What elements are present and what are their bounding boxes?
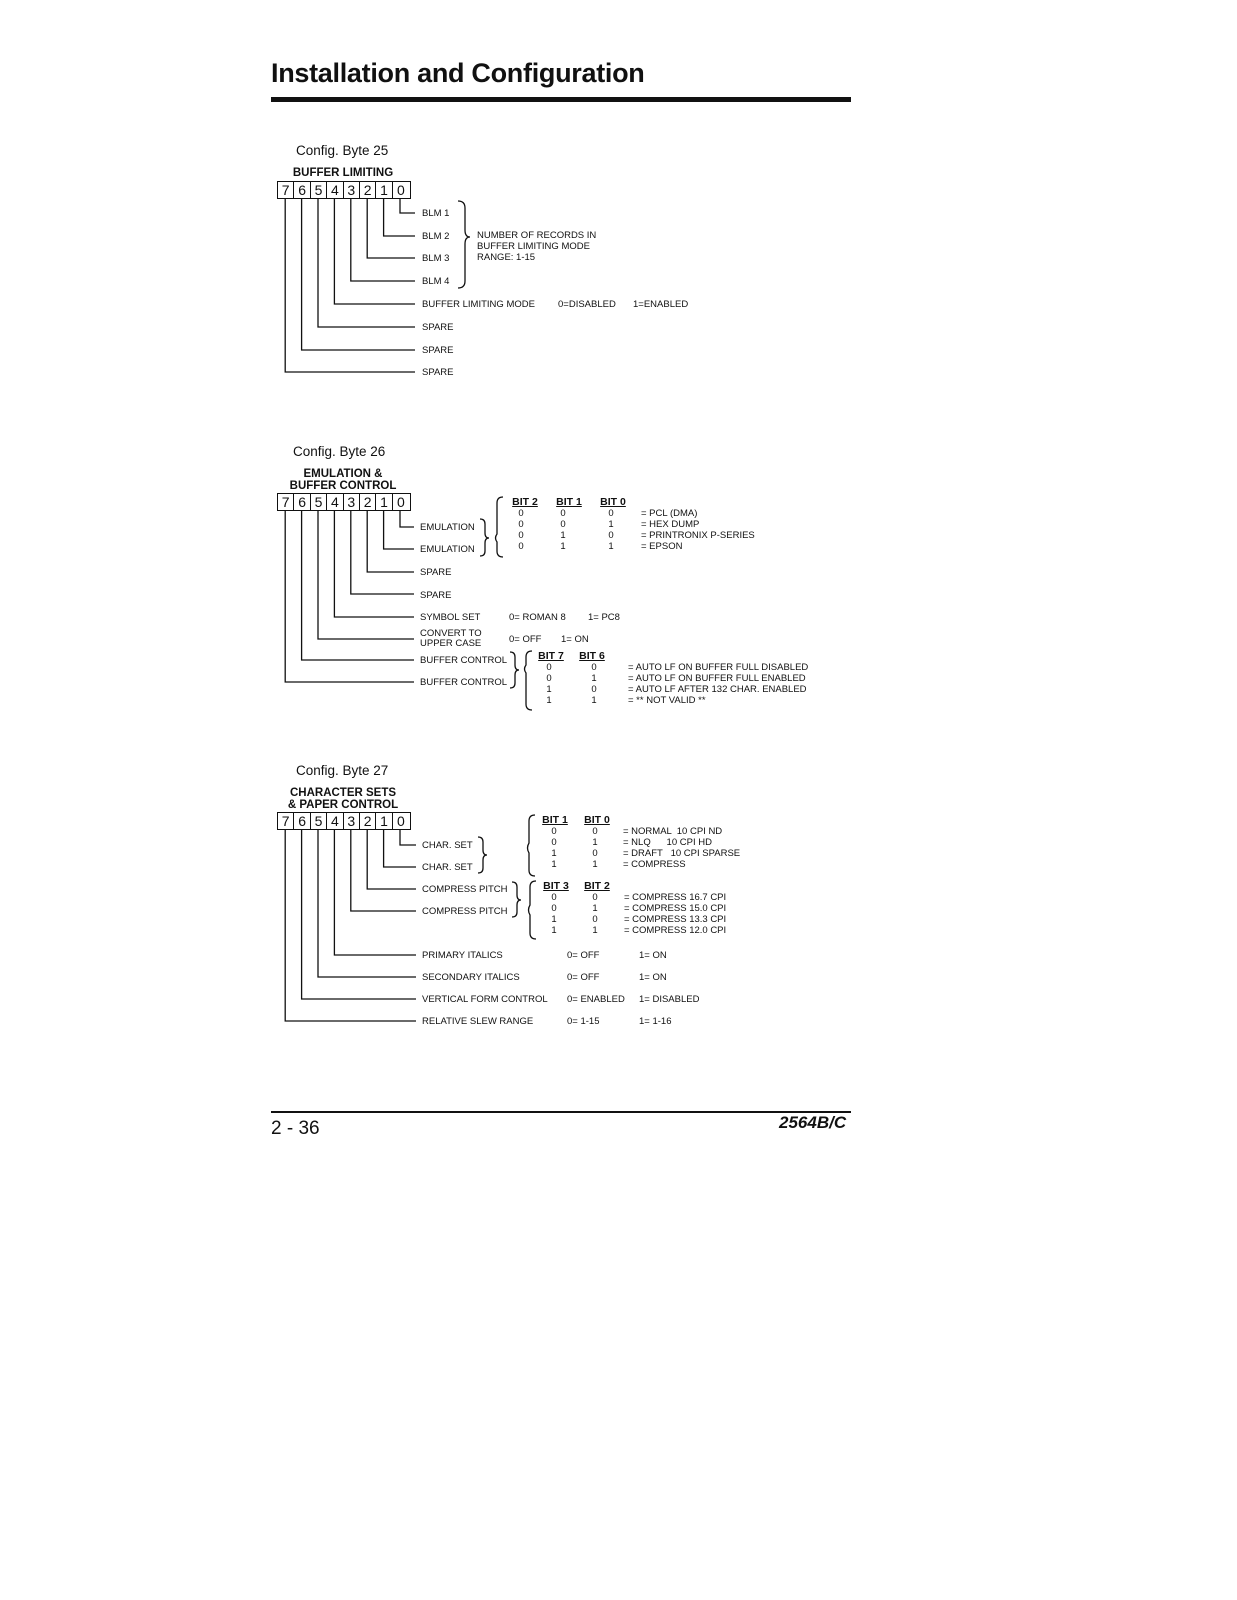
byte27-slew-on: 1= 1-16 (639, 1016, 672, 1027)
table-cell: 0 (518, 530, 524, 541)
byte27-label-compress-pitch: COMPRESS PITCH (422, 884, 508, 895)
bit-cell: 0 (397, 813, 405, 829)
byte27-label-compress-pitch: COMPRESS PITCH (422, 906, 508, 917)
table-header-row (532, 651, 808, 662)
byte26-heading (277, 468, 409, 492)
table-cell-desc: = NORMAL 10 CPI ND (623, 826, 723, 837)
table-row (503, 530, 755, 541)
table-cell-desc: = AUTO LF ON BUFFER FULL DISABLED (628, 662, 809, 673)
table-cell: 0 (560, 519, 566, 530)
table-cell-desc: = NLQ 10 CPI HD (623, 837, 712, 848)
table-row (532, 695, 808, 706)
table-row (535, 837, 740, 848)
table-cell: 1 (608, 519, 614, 530)
table-row (503, 541, 755, 552)
table-cell: 1 (546, 695, 552, 706)
byte26-convert-line: UPPER CASE (420, 638, 482, 649)
table-header: BIT 7 (538, 650, 564, 662)
byte26-label-emulation: EMULATION (420, 544, 475, 555)
byte27-label-secondary-italics: SECONDARY ITALICS (422, 972, 520, 983)
table-header-row (536, 881, 726, 892)
table-cell: 0 (608, 508, 614, 519)
table-cell-desc: = COMPRESS 12.0 CPI (624, 925, 727, 936)
bit-cell: 7 (278, 182, 294, 198)
table-header: BIT 1 (542, 814, 568, 826)
byte25-label-spare: SPARE (422, 322, 454, 333)
table-row (535, 859, 740, 870)
table-header: BIT 1 (556, 496, 582, 508)
table-cell: 0 (592, 892, 598, 903)
table-cell: 1 (592, 837, 598, 848)
table-cell: 0 (591, 662, 597, 673)
table-row (536, 925, 726, 936)
byte26-label-buffer-control: BUFFER CONTROL (420, 677, 508, 688)
table-cell-desc: = COMPRESS 16.7 CPI (624, 892, 727, 903)
byte26-emulation-table (503, 497, 755, 552)
table-cell: 0 (551, 837, 557, 848)
table-header: BIT 0 (584, 814, 610, 826)
byte27-primary-on: 1= ON (639, 950, 667, 961)
table-header: BIT 3 (543, 880, 569, 892)
byte25-bit-cells (277, 181, 411, 199)
byte27-charset-table (535, 815, 740, 870)
bit-cell: 4 (327, 182, 343, 198)
table-cell-desc: = COMPRESS 15.0 CPI (624, 903, 727, 914)
table-cell: 1 (560, 530, 566, 541)
byte26-label-spare: SPARE (420, 567, 452, 578)
byte26-label-emulation: EMULATION (420, 522, 475, 533)
table-cell: 0 (551, 892, 557, 903)
byte27-primary-off: 0= OFF (567, 950, 600, 961)
byte27-label-char-set: CHAR. SET (422, 862, 473, 873)
table-cell: 1 (592, 859, 598, 870)
table-row (503, 519, 755, 530)
byte27-label-primary-italics: PRIMARY ITALICS (422, 950, 503, 961)
table-cell-desc: = AUTO LF AFTER 132 CHAR. ENABLED (628, 684, 807, 695)
bit-cell: 6 (294, 182, 310, 198)
bit-cell: 3 (344, 494, 360, 510)
byte25-label-mode: BUFFER LIMITING MODE (422, 299, 535, 310)
bit-cell: 2 (360, 494, 376, 510)
table-cell: 0 (592, 826, 598, 837)
bit-cell: 4 (327, 813, 343, 829)
byte27-caption: Config. Byte 27 (296, 763, 389, 778)
table-cell-desc: = PCL (DMA) (641, 508, 698, 519)
table-cell: 1 (560, 541, 566, 552)
table-cell: 0 (551, 826, 557, 837)
table-row (535, 826, 740, 837)
table-cell: 0 (608, 530, 614, 541)
bit-cell: 6 (294, 813, 310, 829)
table-header: BIT 2 (512, 496, 538, 508)
bit-cell: 1 (376, 494, 392, 510)
byte27-secondary-on: 1= ON (639, 972, 667, 983)
byte26-convert-off: 0= OFF (509, 634, 542, 645)
table-cell: 0 (592, 914, 598, 925)
byte27-secondary-off: 0= OFF (567, 972, 600, 983)
bit-cell: 7 (278, 494, 294, 510)
bit-cell: 5 (311, 813, 327, 829)
bit-cell: 2 (360, 813, 376, 829)
byte25-label-blm4: BLM 4 (422, 276, 450, 287)
table-header: BIT 2 (584, 880, 610, 892)
page-number: 2 - 36 (271, 1118, 320, 1139)
byte25-note (477, 230, 596, 263)
byte25-mode-off: 0=DISABLED (558, 299, 616, 310)
table-cell: 0 (592, 848, 598, 859)
bit-cell: 6 (294, 494, 310, 510)
bit-cell: 1 (376, 813, 392, 829)
byte26-caption: Config. Byte 26 (293, 444, 386, 459)
byte26-label-symbol-set: SYMBOL SET (420, 612, 481, 623)
table-cell: 0 (546, 673, 552, 684)
table-cell: 0 (560, 508, 566, 519)
footer-rule (271, 1111, 851, 1113)
table-cell: 1 (551, 859, 557, 870)
byte26-heading-line: EMULATION & (303, 468, 383, 480)
byte26-label-buffer-control: BUFFER CONTROL (420, 655, 508, 666)
table-header-row (503, 497, 755, 508)
byte25-label-blm2: BLM 2 (422, 231, 450, 242)
bit-cell: 5 (311, 182, 327, 198)
table-cell: 0 (546, 662, 552, 673)
bit-cell: 5 (311, 494, 327, 510)
model-number: 2564B/C (779, 1113, 847, 1132)
table-cell: 0 (518, 541, 524, 552)
byte25-mode-on: 1=ENABLED (633, 299, 689, 310)
table-row (532, 684, 808, 695)
bit-cell: 0 (397, 182, 405, 198)
table-cell: 1 (592, 903, 598, 914)
byte26-heading-line: BUFFER CONTROL (289, 480, 397, 492)
byte27-vfc-off: 0= ENABLED (567, 994, 625, 1005)
byte25-label-spare: SPARE (422, 367, 454, 378)
byte27-heading-line: CHARACTER SETS (289, 787, 397, 799)
byte27-bit-cells (277, 812, 411, 830)
table-cell-desc: = EPSON (641, 541, 683, 552)
bit-cell: 0 (397, 494, 405, 510)
byte26-buffer-table (532, 651, 808, 706)
byte27-heading (277, 787, 409, 811)
byte25-note-line: RANGE: 1-15 (477, 252, 536, 263)
table-row (503, 508, 755, 519)
table-row (536, 903, 726, 914)
byte27-label-vertical-form-control: VERTICAL FORM CONTROL (422, 994, 548, 1005)
table-header: BIT 0 (600, 496, 626, 508)
byte27-compress-table (536, 881, 726, 936)
byte25-note-line: BUFFER LIMITING MODE (477, 241, 590, 252)
bit-cell: 2 (360, 182, 376, 198)
byte26-convert-line: CONVERT TO (420, 628, 482, 639)
table-header-row (535, 815, 740, 826)
table-header: BIT 6 (579, 650, 605, 662)
table-row (532, 673, 808, 684)
byte27-label-relative-slew-range: RELATIVE SLEW RANGE (422, 1016, 534, 1027)
bit-cell: 4 (327, 494, 343, 510)
byte26-label-convert (420, 629, 482, 649)
byte27-vfc-on: 1= DISABLED (639, 994, 700, 1005)
table-cell: 1 (608, 541, 614, 552)
byte25-label-spare: SPARE (422, 345, 454, 356)
page-title: Installation and Configuration (271, 58, 645, 88)
table-cell: 1 (551, 925, 557, 936)
byte25-heading: BUFFER LIMITING (292, 167, 394, 179)
table-row (535, 848, 740, 859)
byte26-bit-cells (277, 493, 411, 511)
table-cell: 0 (591, 684, 597, 695)
byte27-heading-line: & PAPER CONTROL (287, 799, 399, 811)
table-cell-desc: = AUTO LF ON BUFFER FULL ENABLED (628, 673, 806, 684)
byte26-symbol-off: 0= ROMAN 8 (509, 612, 566, 623)
table-cell-desc: = DRAFT 10 CPI SPARSE (623, 848, 741, 859)
table-cell: 1 (546, 684, 552, 695)
table-row (536, 914, 726, 925)
byte25-label-blm3: BLM 3 (422, 253, 450, 264)
byte25-note-line: NUMBER OF RECORDS IN (477, 230, 597, 241)
table-cell: 0 (518, 508, 524, 519)
bit-cell: 1 (376, 182, 392, 198)
byte25-caption: Config. Byte 25 (296, 143, 389, 158)
table-cell: 1 (591, 695, 597, 706)
table-row (536, 892, 726, 903)
table-cell-desc: = ** NOT VALID ** (628, 695, 706, 706)
bit-cell: 3 (344, 182, 360, 198)
table-cell-desc: = PRINTRONIX P-SERIES (641, 530, 755, 541)
table-cell: 1 (551, 848, 557, 859)
byte27-label-char-set: CHAR. SET (422, 840, 473, 851)
table-cell: 0 (518, 519, 524, 530)
byte26-label-spare: SPARE (420, 590, 452, 601)
table-cell-desc: = COMPRESS (623, 859, 686, 870)
byte27-slew-off: 0= 1-15 (567, 1016, 600, 1027)
table-row (532, 662, 808, 673)
table-cell: 1 (591, 673, 597, 684)
byte25-label-blm1: BLM 1 (422, 208, 450, 219)
table-cell-desc: = HEX DUMP (641, 519, 700, 530)
bit-cell: 3 (344, 813, 360, 829)
bit-cell: 7 (278, 813, 294, 829)
byte26-symbol-on: 1= PC8 (588, 612, 620, 623)
table-cell: 0 (551, 903, 557, 914)
table-cell: 1 (551, 914, 557, 925)
table-cell-desc: = COMPRESS 13.3 CPI (624, 914, 727, 925)
table-cell: 1 (592, 925, 598, 936)
byte26-convert-on: 1= ON (561, 634, 589, 645)
